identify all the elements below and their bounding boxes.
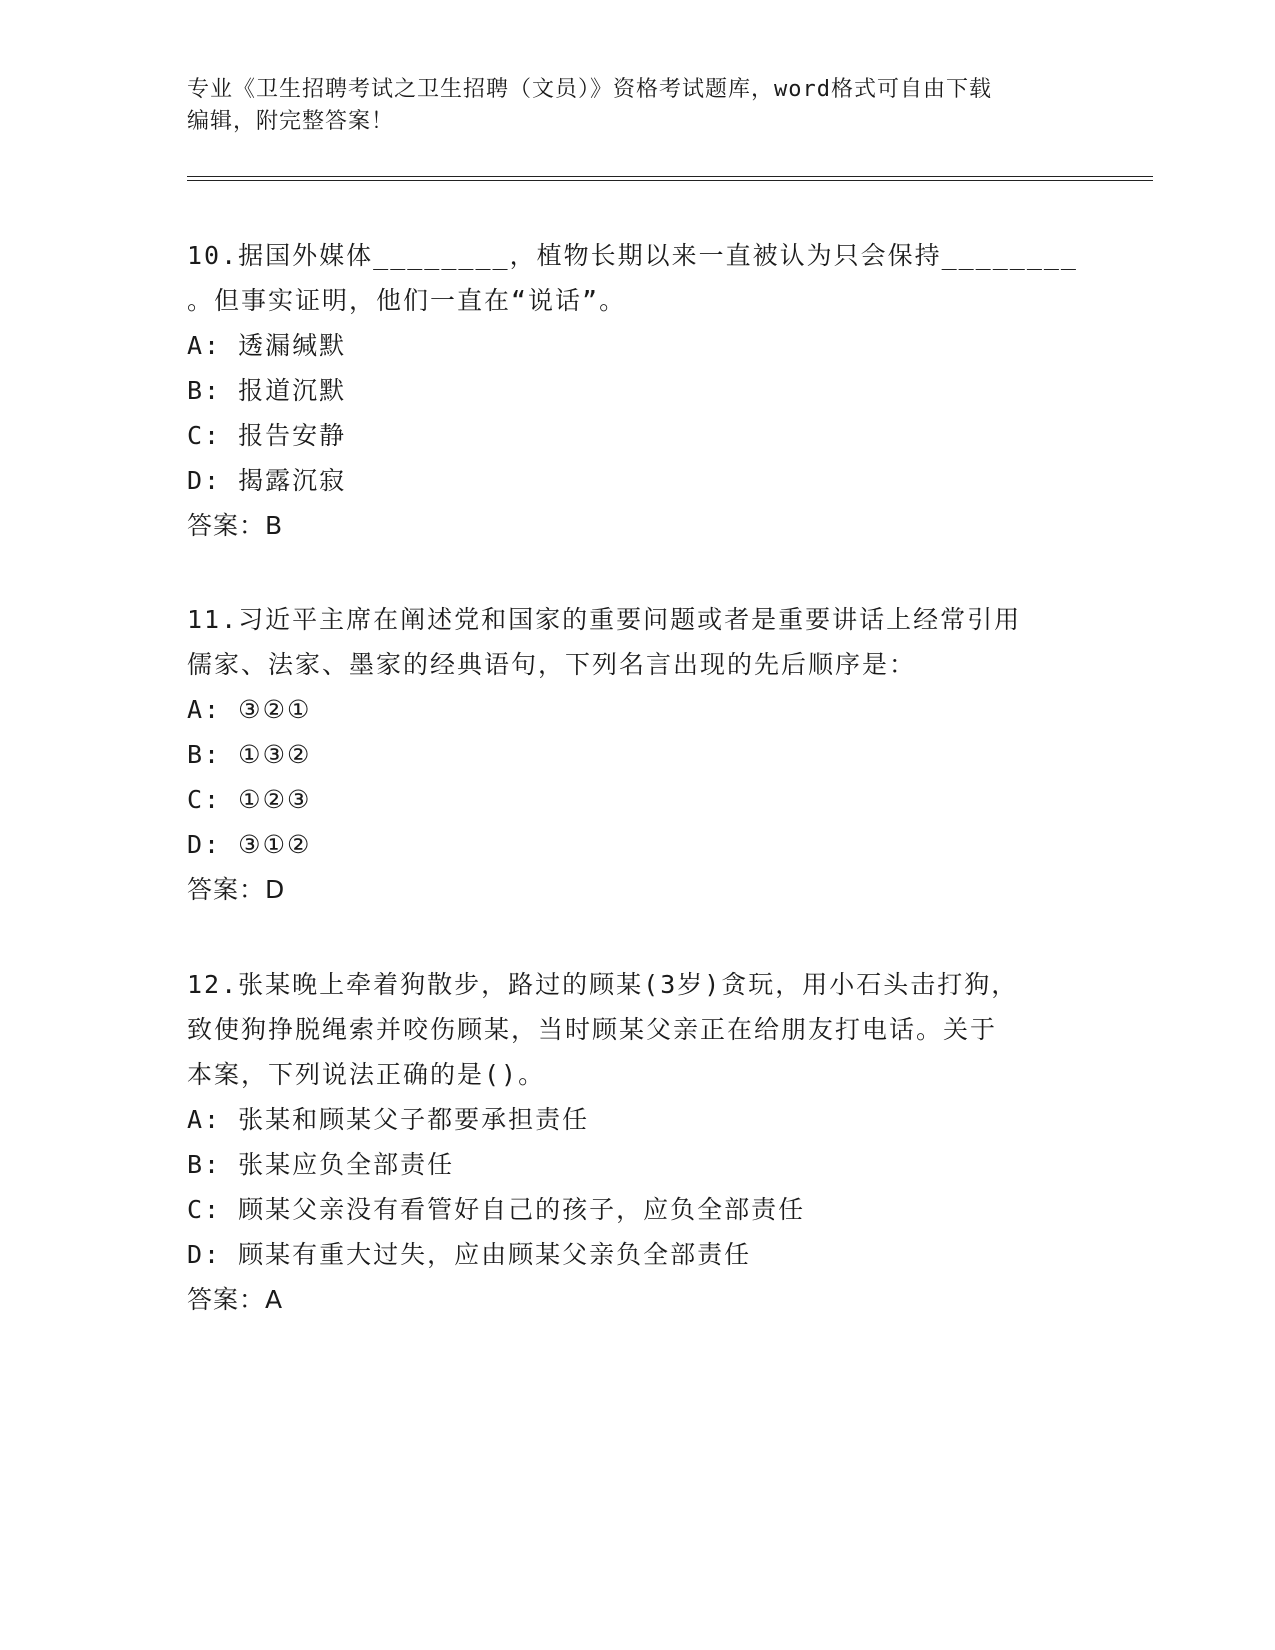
option-c: C: 顾某父亲没有看管好自己的孩子，应负全部责任 — [187, 1195, 806, 1224]
option-b: B: 张某应负全部责任 — [187, 1150, 455, 1179]
option-d: D: 揭露沉寂 — [187, 466, 347, 495]
option-a: A: 透漏缄默 — [187, 331, 347, 360]
document-header — [187, 74, 1067, 138]
question-12 — [187, 962, 1087, 1322]
answer-line: 答案：D — [187, 875, 286, 904]
header-divider — [187, 176, 1153, 181]
question-stem-line: 本案，下列说法正确的是()。 — [187, 1060, 546, 1089]
header-line-1: 专业《卫生招聘考试之卫生招聘（文员）》资格考试题库，word格式可自由下载 — [187, 77, 992, 102]
option-b: B: ①③② — [187, 740, 312, 769]
question-stem-line: 12.张某晚上牵着狗散步，路过的顾某(3岁)贪玩，用小石头击打狗， — [187, 970, 1019, 999]
option-c: C: ①②③ — [187, 785, 312, 814]
question-10 — [187, 233, 1087, 548]
question-stem-line: 。但事实证明，他们一直在“说话”。 — [187, 286, 627, 315]
header-line-2: 编辑，附完整答案！ — [187, 109, 395, 134]
option-c: C: 报告安静 — [187, 421, 347, 450]
option-d: D: ③①② — [187, 830, 312, 859]
answer-line: 答案：A — [187, 1285, 284, 1314]
question-11 — [187, 597, 1087, 912]
option-b: B: 报道沉默 — [187, 376, 347, 405]
question-stem-line: 10.据国外媒体________，植物长期以来一直被认为只会保持________ — [187, 241, 1078, 270]
question-stem-line: 儒家、法家、墨家的经典语句，下列名言出现的先后顺序是： — [187, 650, 917, 679]
answer-line: 答案：B — [187, 511, 284, 540]
option-a: A: 张某和顾某父子都要承担责任 — [187, 1105, 590, 1134]
option-a: A: ③②① — [187, 695, 312, 724]
question-stem-line: 致使狗挣脱绳索并咬伤顾某，当时顾某父亲正在给朋友打电话。关于 — [187, 1015, 998, 1044]
question-stem-line: 11.习近平主席在阐述党和国家的重要问题或者是重要讲话上经常引用 — [187, 605, 1022, 634]
option-d: D: 顾某有重大过失，应由顾某父亲负全部责任 — [187, 1240, 752, 1269]
